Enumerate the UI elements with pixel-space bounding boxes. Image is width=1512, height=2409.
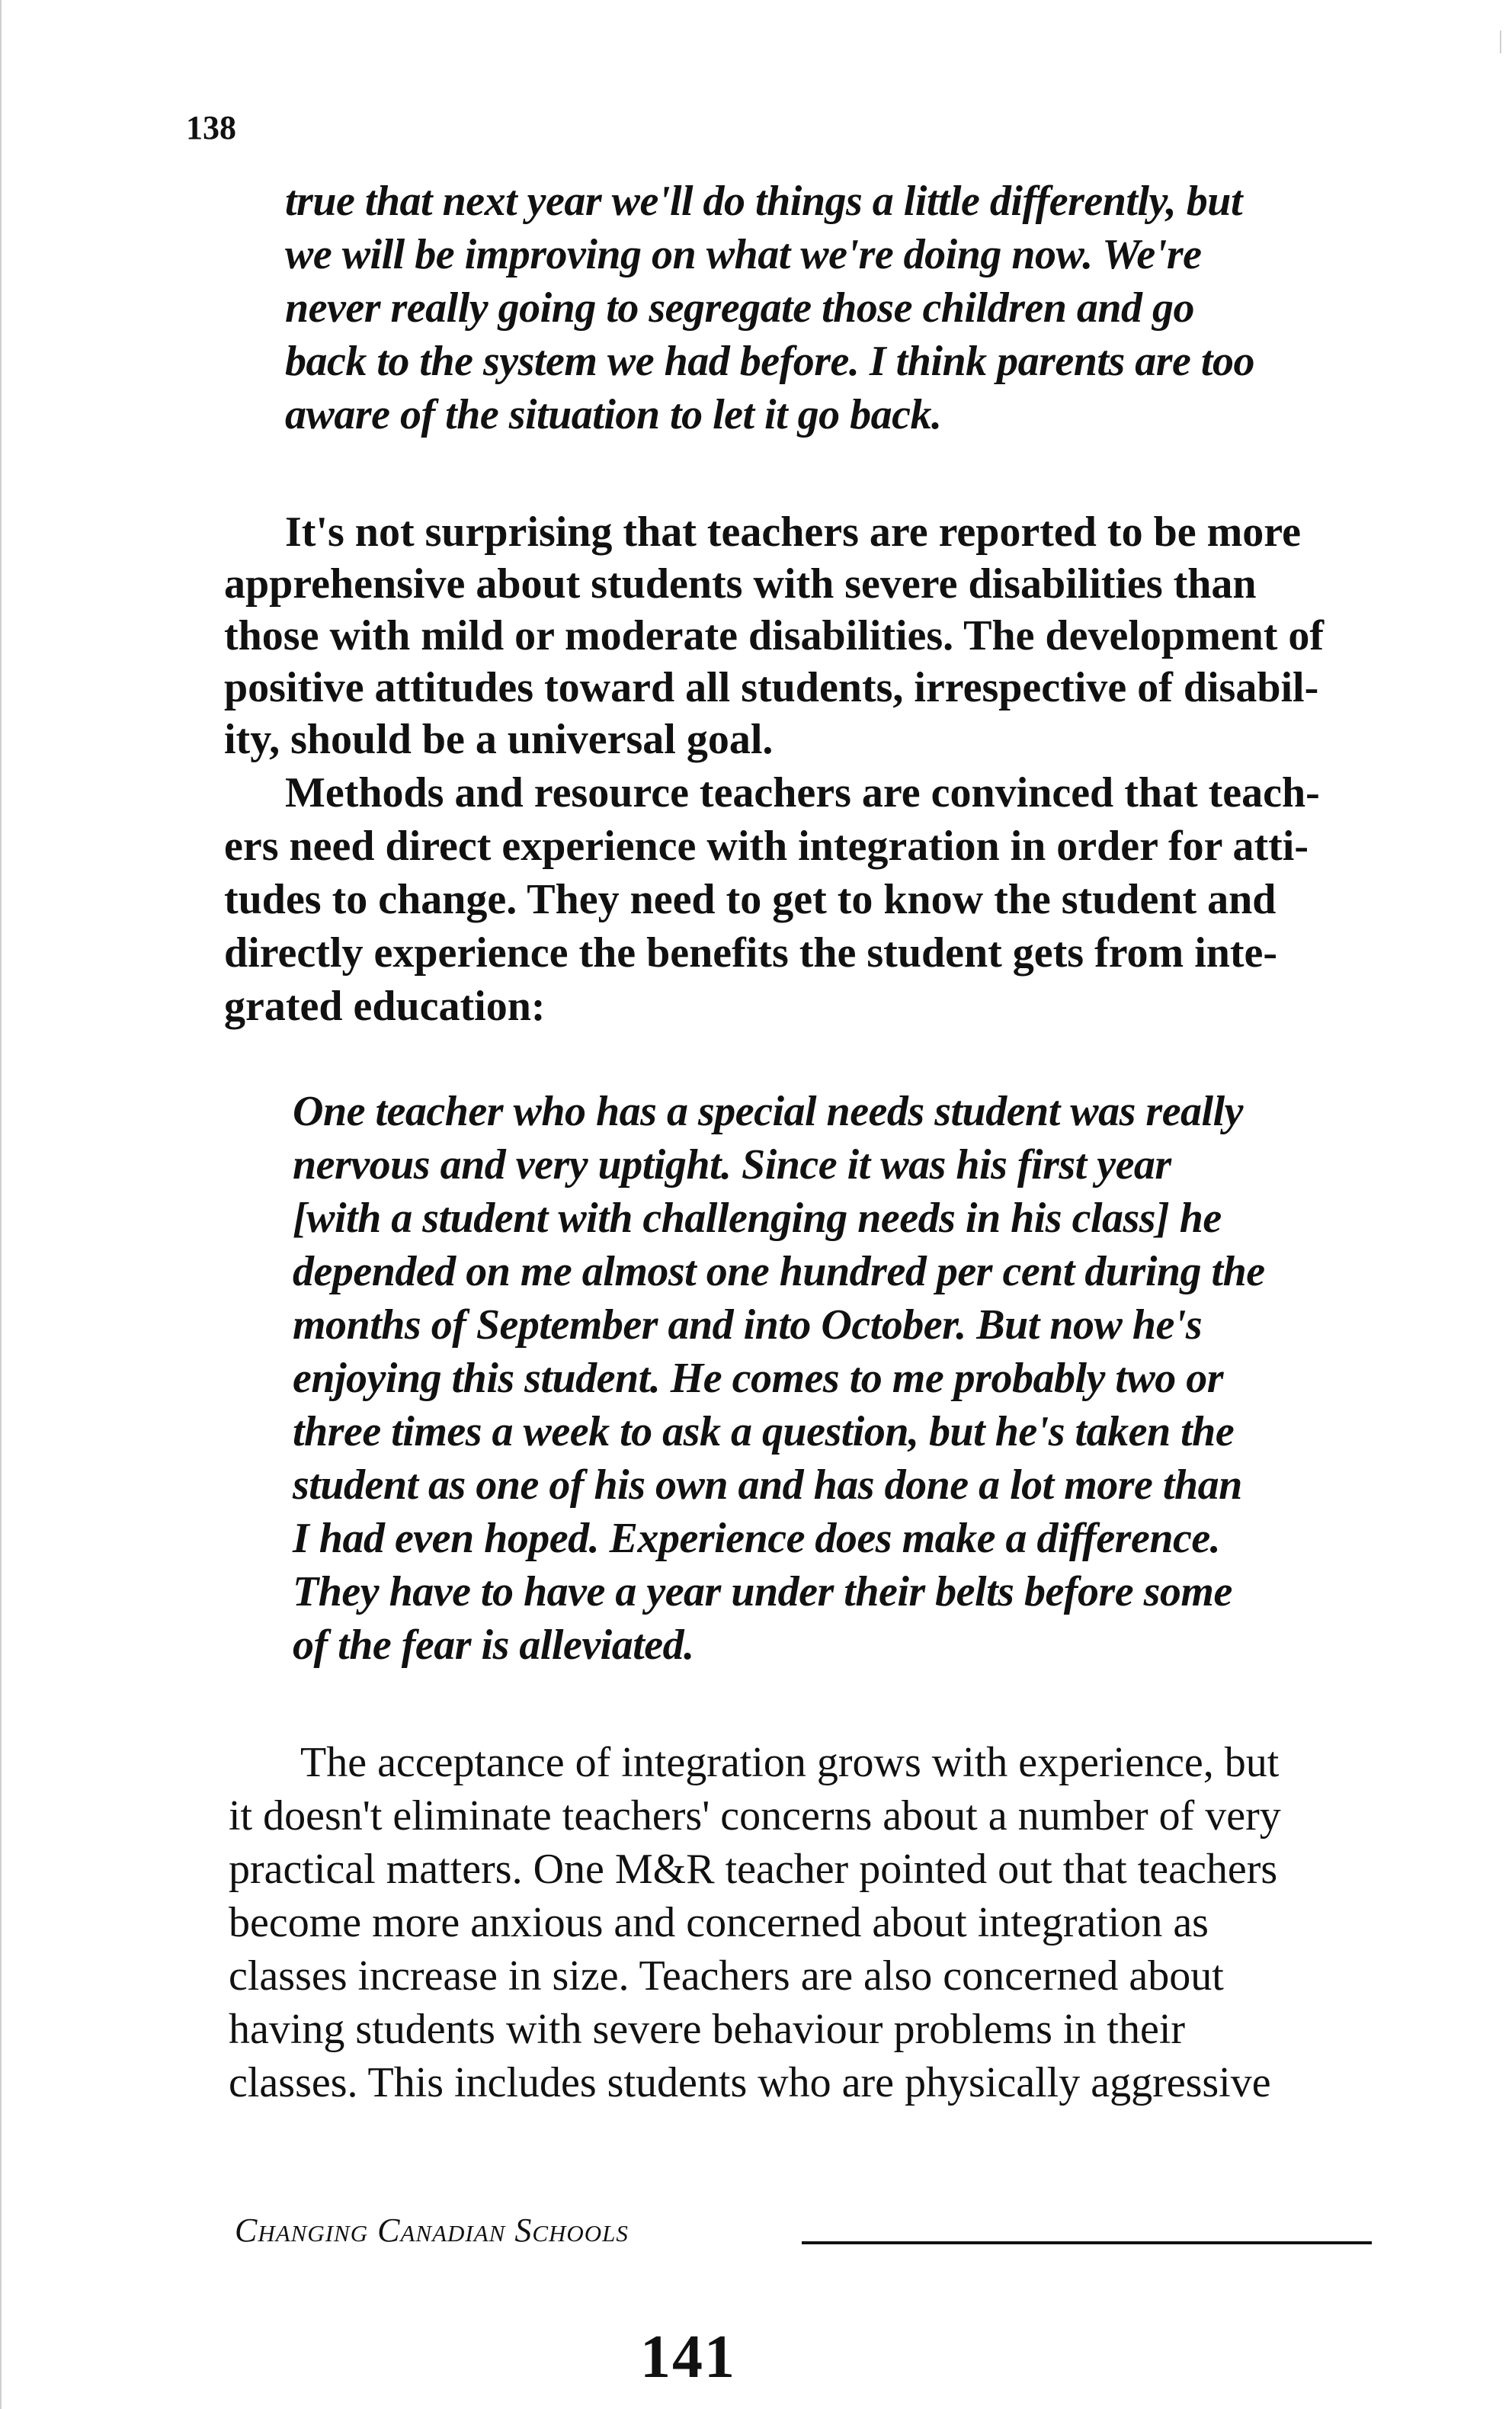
quote-line: depended on me almost one hundred per cent during the [293,1248,1265,1295]
folio-number: 141 [640,2324,736,2391]
paragraph-line: classes increase in size. Teachers are also concerned about [229,1952,1224,2000]
paragraph-line: positive attitudes toward all students, irrespective of disabil- [224,664,1319,711]
paragraph-line: practical matters. One M&R teacher pointed out that teachers [229,1846,1278,1893]
quote-line: back to the system we had before. I think parents are too [285,338,1254,385]
quote-line: One teacher who has a special needs student was really [293,1088,1244,1135]
footer-book-title: Changing Canadian Schools [235,2212,629,2249]
scan-edge-mark-right [1500,30,1501,53]
quote-line: student as one of his own and has done a lot more than [293,1461,1242,1509]
paragraph-line: It's not surprising that teachers are reported to be more [285,508,1301,556]
paragraph-line: The acceptance of integration grows with experience, but [300,1739,1280,1786]
quote-line: enjoying this student. He comes to me probably two or [293,1355,1224,1402]
paragraph-line: it doesn't eliminate teachers' concerns about a number of very [229,1792,1281,1840]
page-number: 138 [186,109,236,146]
quote-line: never really going to segregate those children and go [285,284,1195,332]
quote-line: nervous and very uptight. Since it was his first year [293,1141,1171,1188]
quote-line: true that next year we'll do things a little differently, but [285,178,1242,225]
paragraph-line: having students with severe behaviour problems in their [229,2006,1186,2053]
scan-edge-mark-left [0,0,2,2409]
quote-line: They have to have a year under their belts before some [293,1568,1232,1615]
quote-line: I had even hoped. Experience does make a difference. [293,1515,1221,1562]
quote-line: [with a student with challenging needs in his class] he [293,1195,1222,1242]
paragraph-line: become more anxious and concerned about integration as [229,1899,1209,1946]
quote-line: months of September and into October. But now he's [293,1301,1203,1349]
quote-line: aware of the situation to let it go back. [285,391,942,438]
paragraph-line: apprehensive about students with severe disabilities than [224,560,1257,608]
quote-line: of the fear is alleviated. [293,1622,694,1669]
footer-rule [802,2241,1372,2244]
quote-line: three times a week to ask a question, but he's taken the [293,1408,1235,1455]
paragraph-line: ers need direct experience with integration in order for atti- [224,823,1309,870]
paragraph-line: grated education: [224,983,546,1030]
paragraph-line: classes. This includes students who are physically aggressive [229,2059,1271,2106]
paragraph-line: directly experience the benefits the student gets from inte- [224,929,1278,977]
paragraph-line: ity, should be a universal goal. [224,716,774,763]
paragraph-line: tudes to change. They need to get to know the student and [224,876,1277,923]
paragraph-line: those with mild or moderate disabilities. The development of [224,612,1325,659]
quote-line: we will be improving on what we're doing now. We're [285,231,1202,278]
paragraph-line: Methods and resource teachers are convinced that teach- [285,769,1320,816]
